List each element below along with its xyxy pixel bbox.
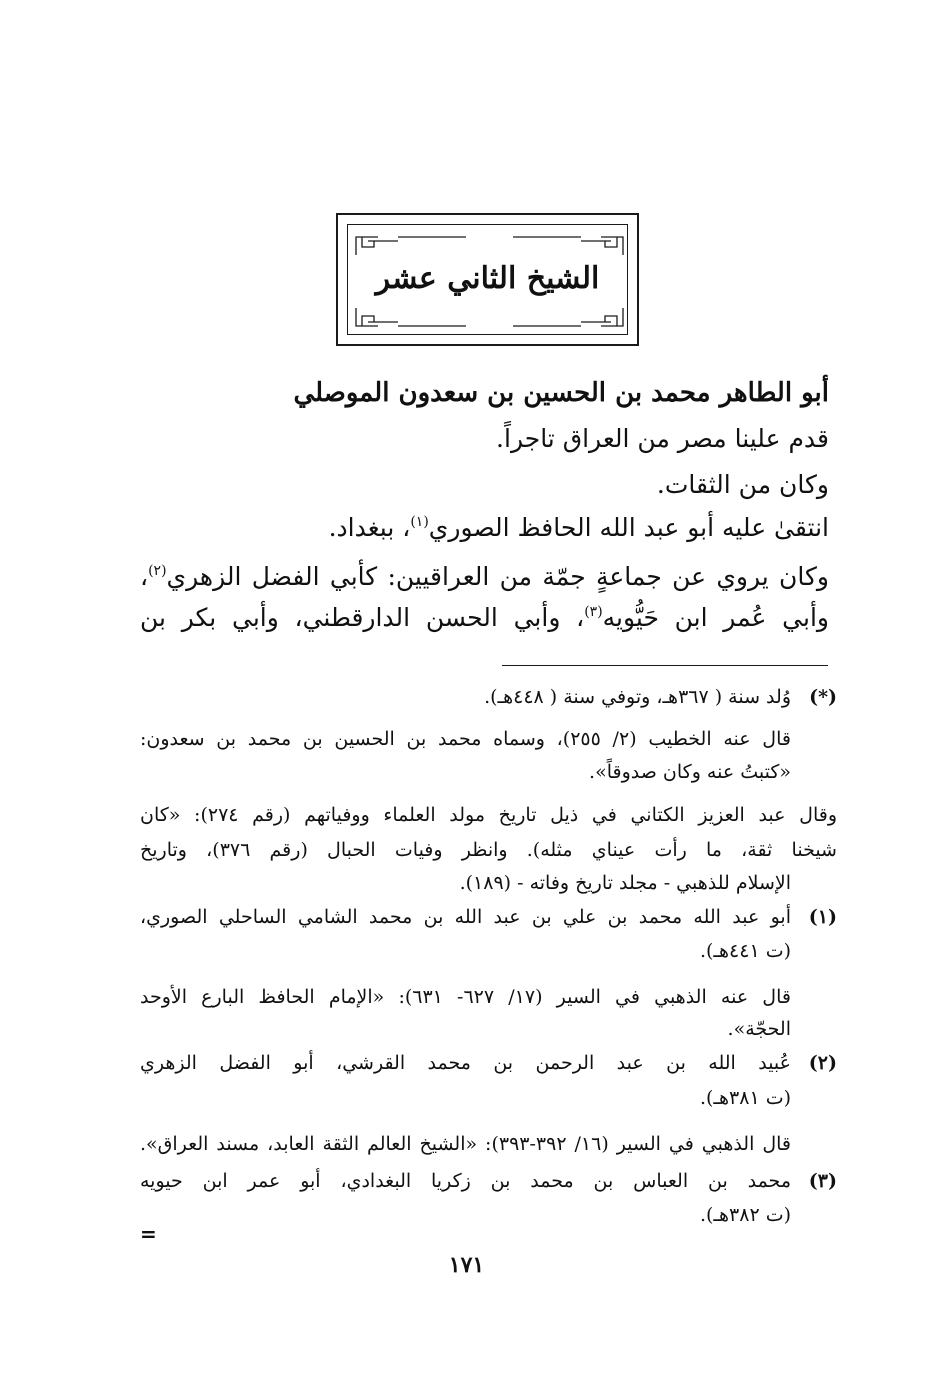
footnote-divider: [502, 665, 828, 666]
footnote-star-marker: (*): [809, 686, 837, 708]
footnote-star-para1-line-2: «كتبتُ عنه وكان صدوقاً».: [589, 761, 791, 783]
footnote-1-line-2: (ت ٤٤١هـ).: [699, 940, 791, 962]
footnote-1-line-1: أبو عبد الله محمد بن علي بن عبد الله بن محمد الشامي الساحلي الصوري،: [140, 906, 791, 928]
body-line-4: [140, 562, 829, 591]
footnote-2-line-1: عُبيد الله بن عبد الرحمن بن محمد القرشي، أبو الفضل الزهري: [140, 1052, 791, 1074]
biography-heading: أبو الطاهر محمد بن الحسين بن سعدون الموصلي: [293, 378, 829, 408]
body-line-4-text-a: وكان يروي عن جماعةٍ جمّة من العراقيين: كأبي الفضل الزهري: [166, 562, 829, 591]
footnote-1-marker: (١): [808, 906, 837, 928]
footnote-1-para-line-1: قال عنه الذهبي في السير (١٧/ ٦٢٧- ٦٣١): «الإمام الحافظ البارع الأوحد: [140, 986, 791, 1008]
continuation-mark: =: [140, 1222, 157, 1246]
footnote-ref-3: (٣): [584, 604, 603, 620]
body-line-3: [329, 513, 829, 542]
footnote-3-line-1: محمد بن العباس بن محمد بن زكريا البغدادي، أبو عمر ابن حيويه: [140, 1170, 791, 1192]
body-line-3-text-b: ، ببغداد.: [328, 513, 411, 542]
page-number: ١٧١: [448, 1252, 485, 1278]
footnote-ref-1: (١): [410, 514, 429, 530]
footnote-star-para2-line-1: وقال عبد العزيز الكتاني في ذيل تاريخ مولد العلماء ووفياتهم (رقم ٢٧٤): «كان: [140, 804, 837, 826]
body-line-4-text-b: ،: [140, 562, 149, 591]
footnote-2-line-2: (ت ٣٨١هـ).: [699, 1087, 791, 1109]
footnote-ref-2: (٢): [148, 563, 167, 579]
body-line-5-text-a: وأبي عُمر ابن حَيُّويه: [602, 603, 829, 632]
footnote-1-para-line-2: الحجّة».: [727, 1018, 791, 1040]
body-line-1: قدم علينا مصر من العراق تاجراً.: [496, 424, 829, 453]
body-line-2: وكان من الثقات.: [656, 470, 829, 499]
footnote-star-para1-line-1: قال عنه الخطيب (٢/ ٢٥٥)، وسماه محمد بن الحسين بن محمد بن سعدون:: [140, 728, 791, 750]
body-line-5-text-b: ، وأبي الحسن الدارقطني، وأبي بكر بن: [140, 603, 585, 632]
body-line-3-text-a: انتقىٰ عليه أبو عبد الله الحافظ الصوري: [428, 513, 829, 542]
body-line-5: [140, 603, 829, 632]
title-frame: [336, 213, 639, 346]
footnote-2-marker: (٢): [808, 1052, 837, 1074]
footnote-3-line-2: (ت ٣٨٢هـ).: [699, 1204, 791, 1226]
footnote-2-para-line-1: قال الذهبي في السير (١٦/ ٣٩٢-٣٩٣): «الشيخ العالم الثقة العابد، مسند العراق».: [140, 1133, 792, 1155]
footnote-3-marker: (٣): [808, 1170, 837, 1192]
chapter-title: الشيخ الثاني عشر: [375, 261, 600, 296]
footnote-star-para2-line-2: شيخنا ثقة، ما رأت عيناي مثله). وانظر وفيات الحبال (رقم ٣٧٦)، وتاريخ: [140, 839, 837, 861]
footnote-star-para2-line-3: الإسلام للذهبي - مجلد تاريخ وفاته - (١٨٩).: [459, 872, 791, 894]
footnote-star-line-1: وُلد سنة ( ٣٦٧هـ، وتوفي سنة ( ٤٤٨هـ).: [484, 686, 791, 708]
